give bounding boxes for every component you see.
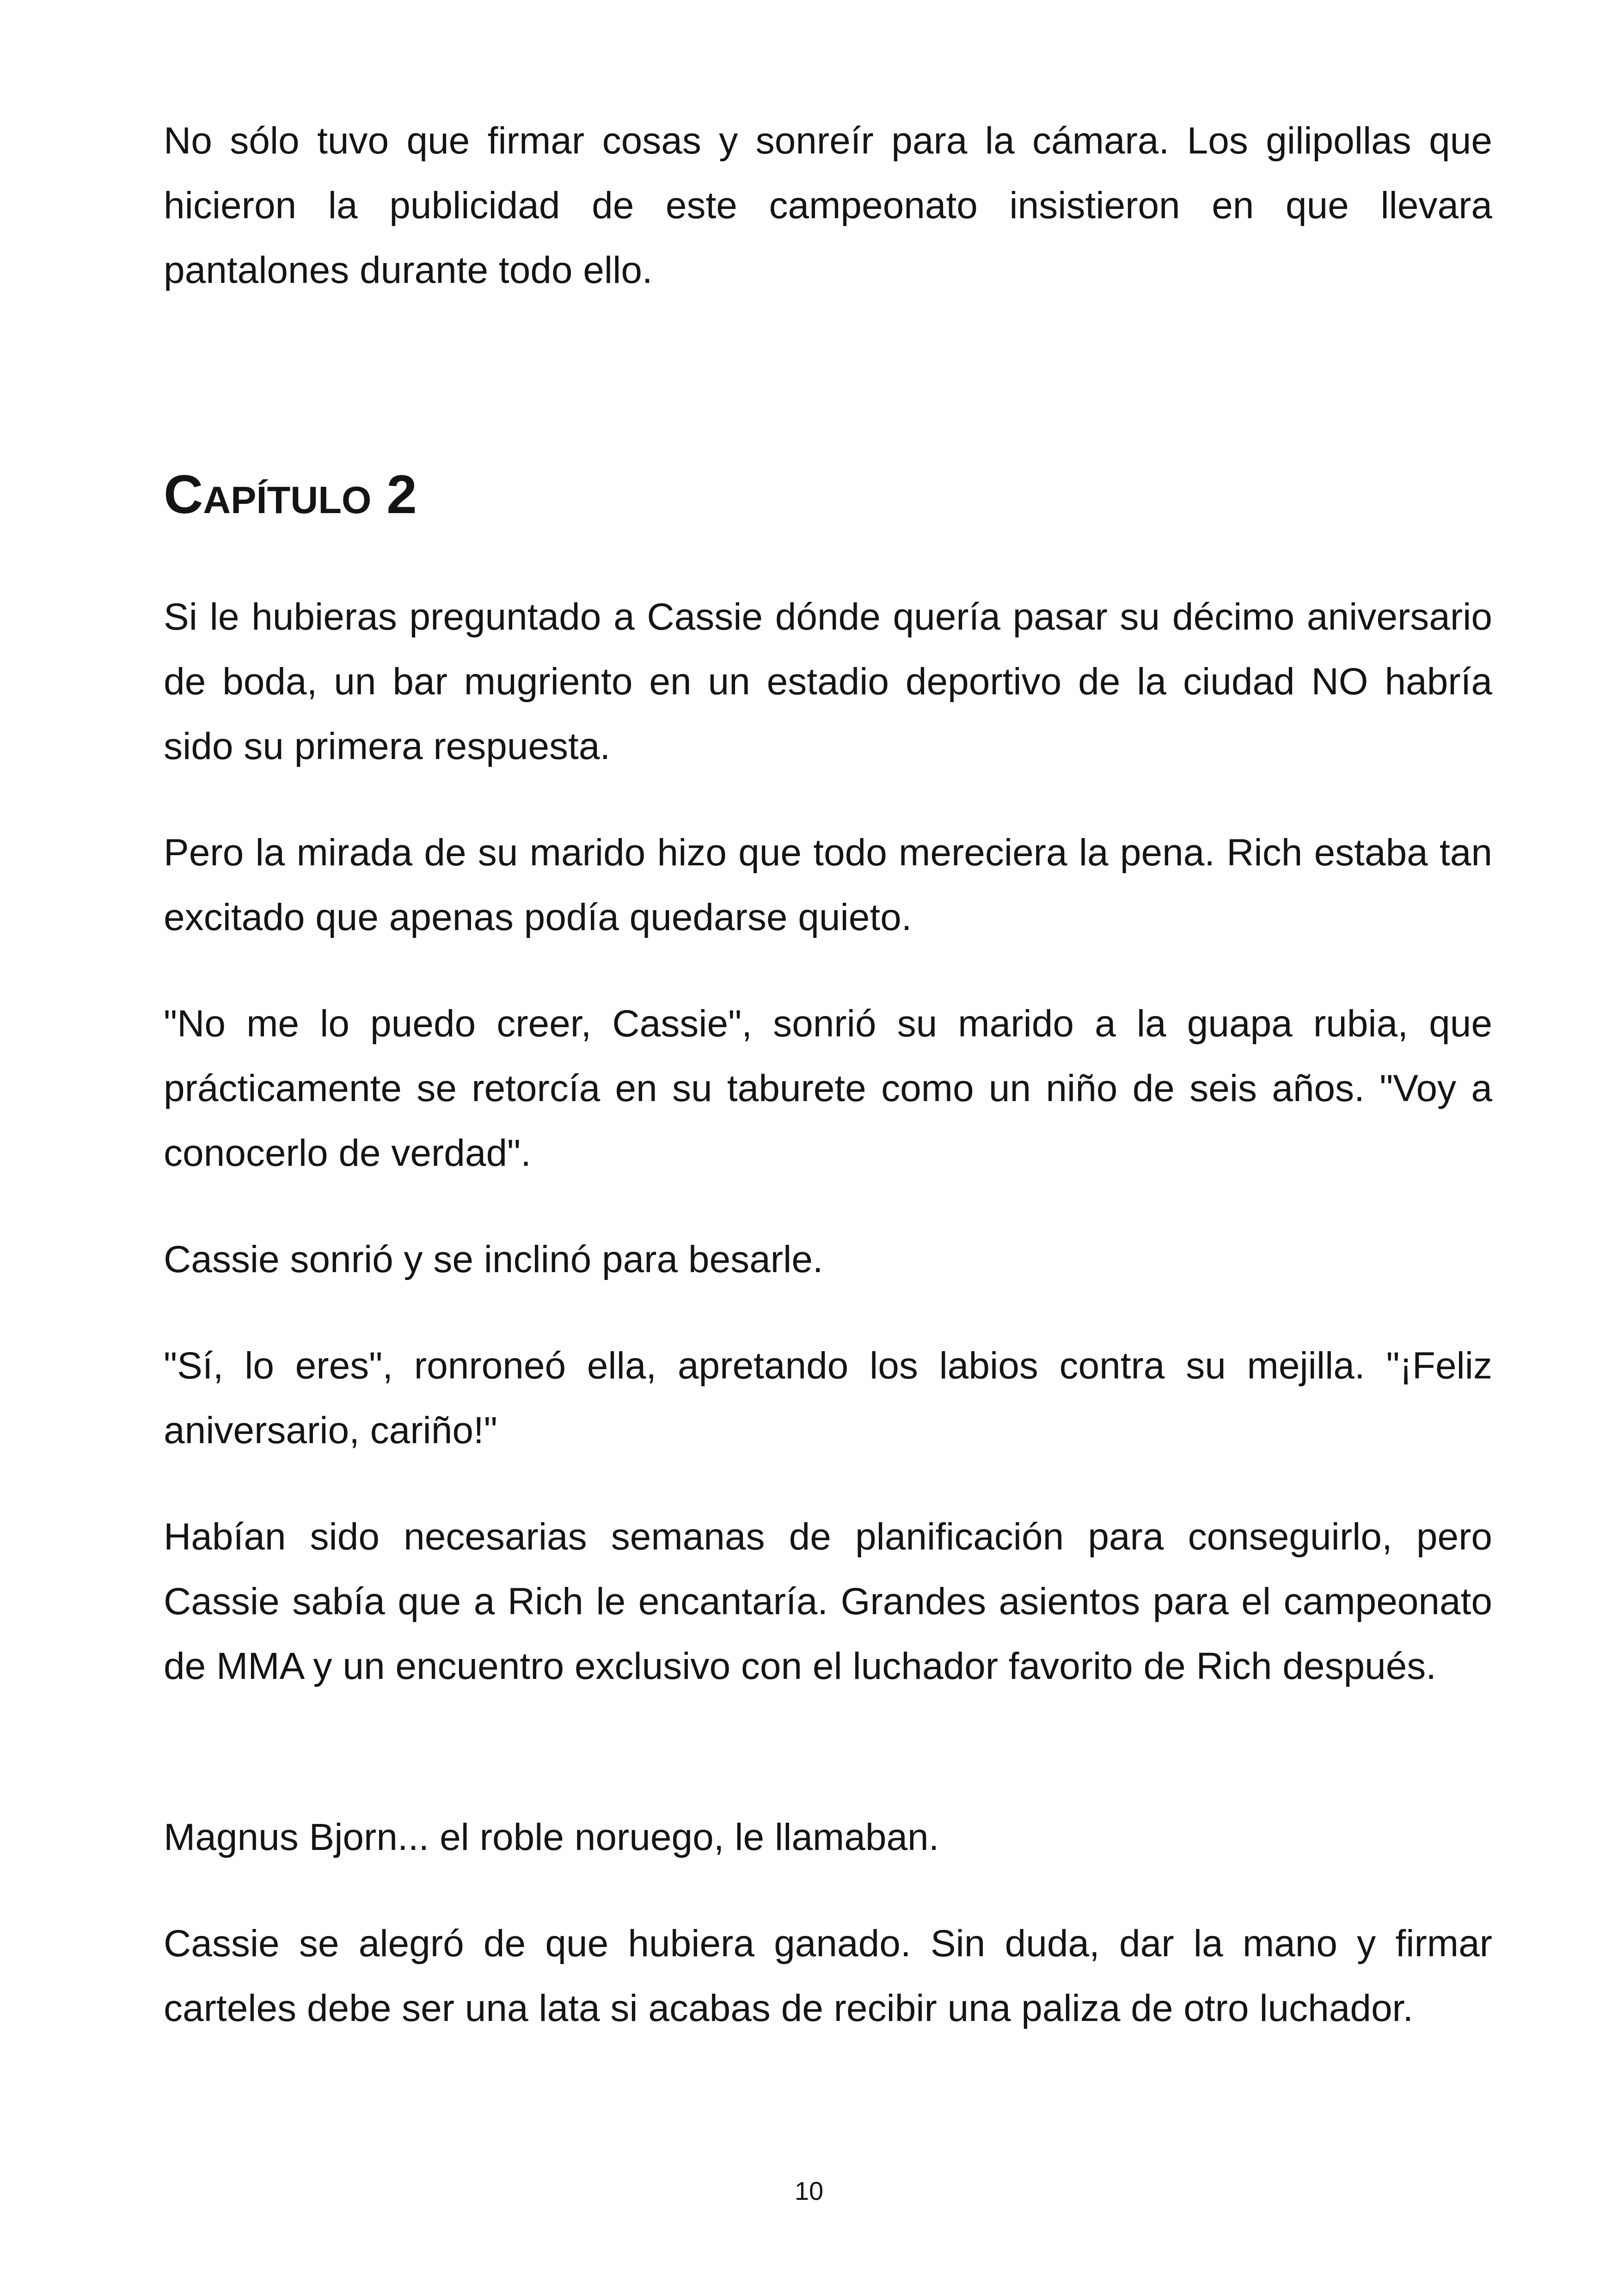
- paragraph: Si le hubieras preguntado a Cassie dónde quería pasar su décimo aniversario de boda, un bar mugriento en un estadio deportivo de la ciudad NO habría sido su primera respuesta.: [164, 596, 1492, 767]
- paragraph: "Sí, lo eres", ronroneó ella, apretando los labios contra su mejilla. "¡Feliz aniversario, cariño!": [164, 1345, 1492, 1451]
- paragraph: Pero la mirada de su marido hizo que todo mereciera la pena. Rich estaba tan excitado que apenas podía quedarse quieto.: [164, 832, 1492, 938]
- paragraph: Magnus Bjorn... el roble noruego, le llamaban.: [164, 1816, 939, 1858]
- paragraph: Habían sido necesarias semanas de planificación para conseguirlo, pero Cassie sabía que a Rich le encantaría. Grandes asientos para el campeonato de MMA y un encuentro exclusivo con el luchador favorito de Rich después.: [164, 1516, 1492, 1687]
- page-number: 10: [794, 2176, 824, 2205]
- paragraph: Cassie sonrió y se inclinó para besarle.: [164, 1238, 823, 1280]
- chapter-title: Capítulo 2: [164, 464, 417, 525]
- paragraph: "No me lo puedo creer, Cassie", sonrió su marido a la guapa rubia, que prácticamente se retorcía en su taburete como un niño de seis años. "Voy a conocerlo de verdad".: [164, 1003, 1492, 1174]
- paragraph-intro: No sólo tuvo que firmar cosas y sonreír para la cámara. Los gilipollas que hicieron la publicidad de este campeonato insistieron en que llevara pantalones durante todo ello.: [164, 120, 1492, 291]
- paragraph: Cassie se alegró de que hubiera ganado. Sin duda, dar la mano y firmar carteles debe ser una lata si acabas de recibir una paliza de otro luchador.: [164, 1923, 1492, 2029]
